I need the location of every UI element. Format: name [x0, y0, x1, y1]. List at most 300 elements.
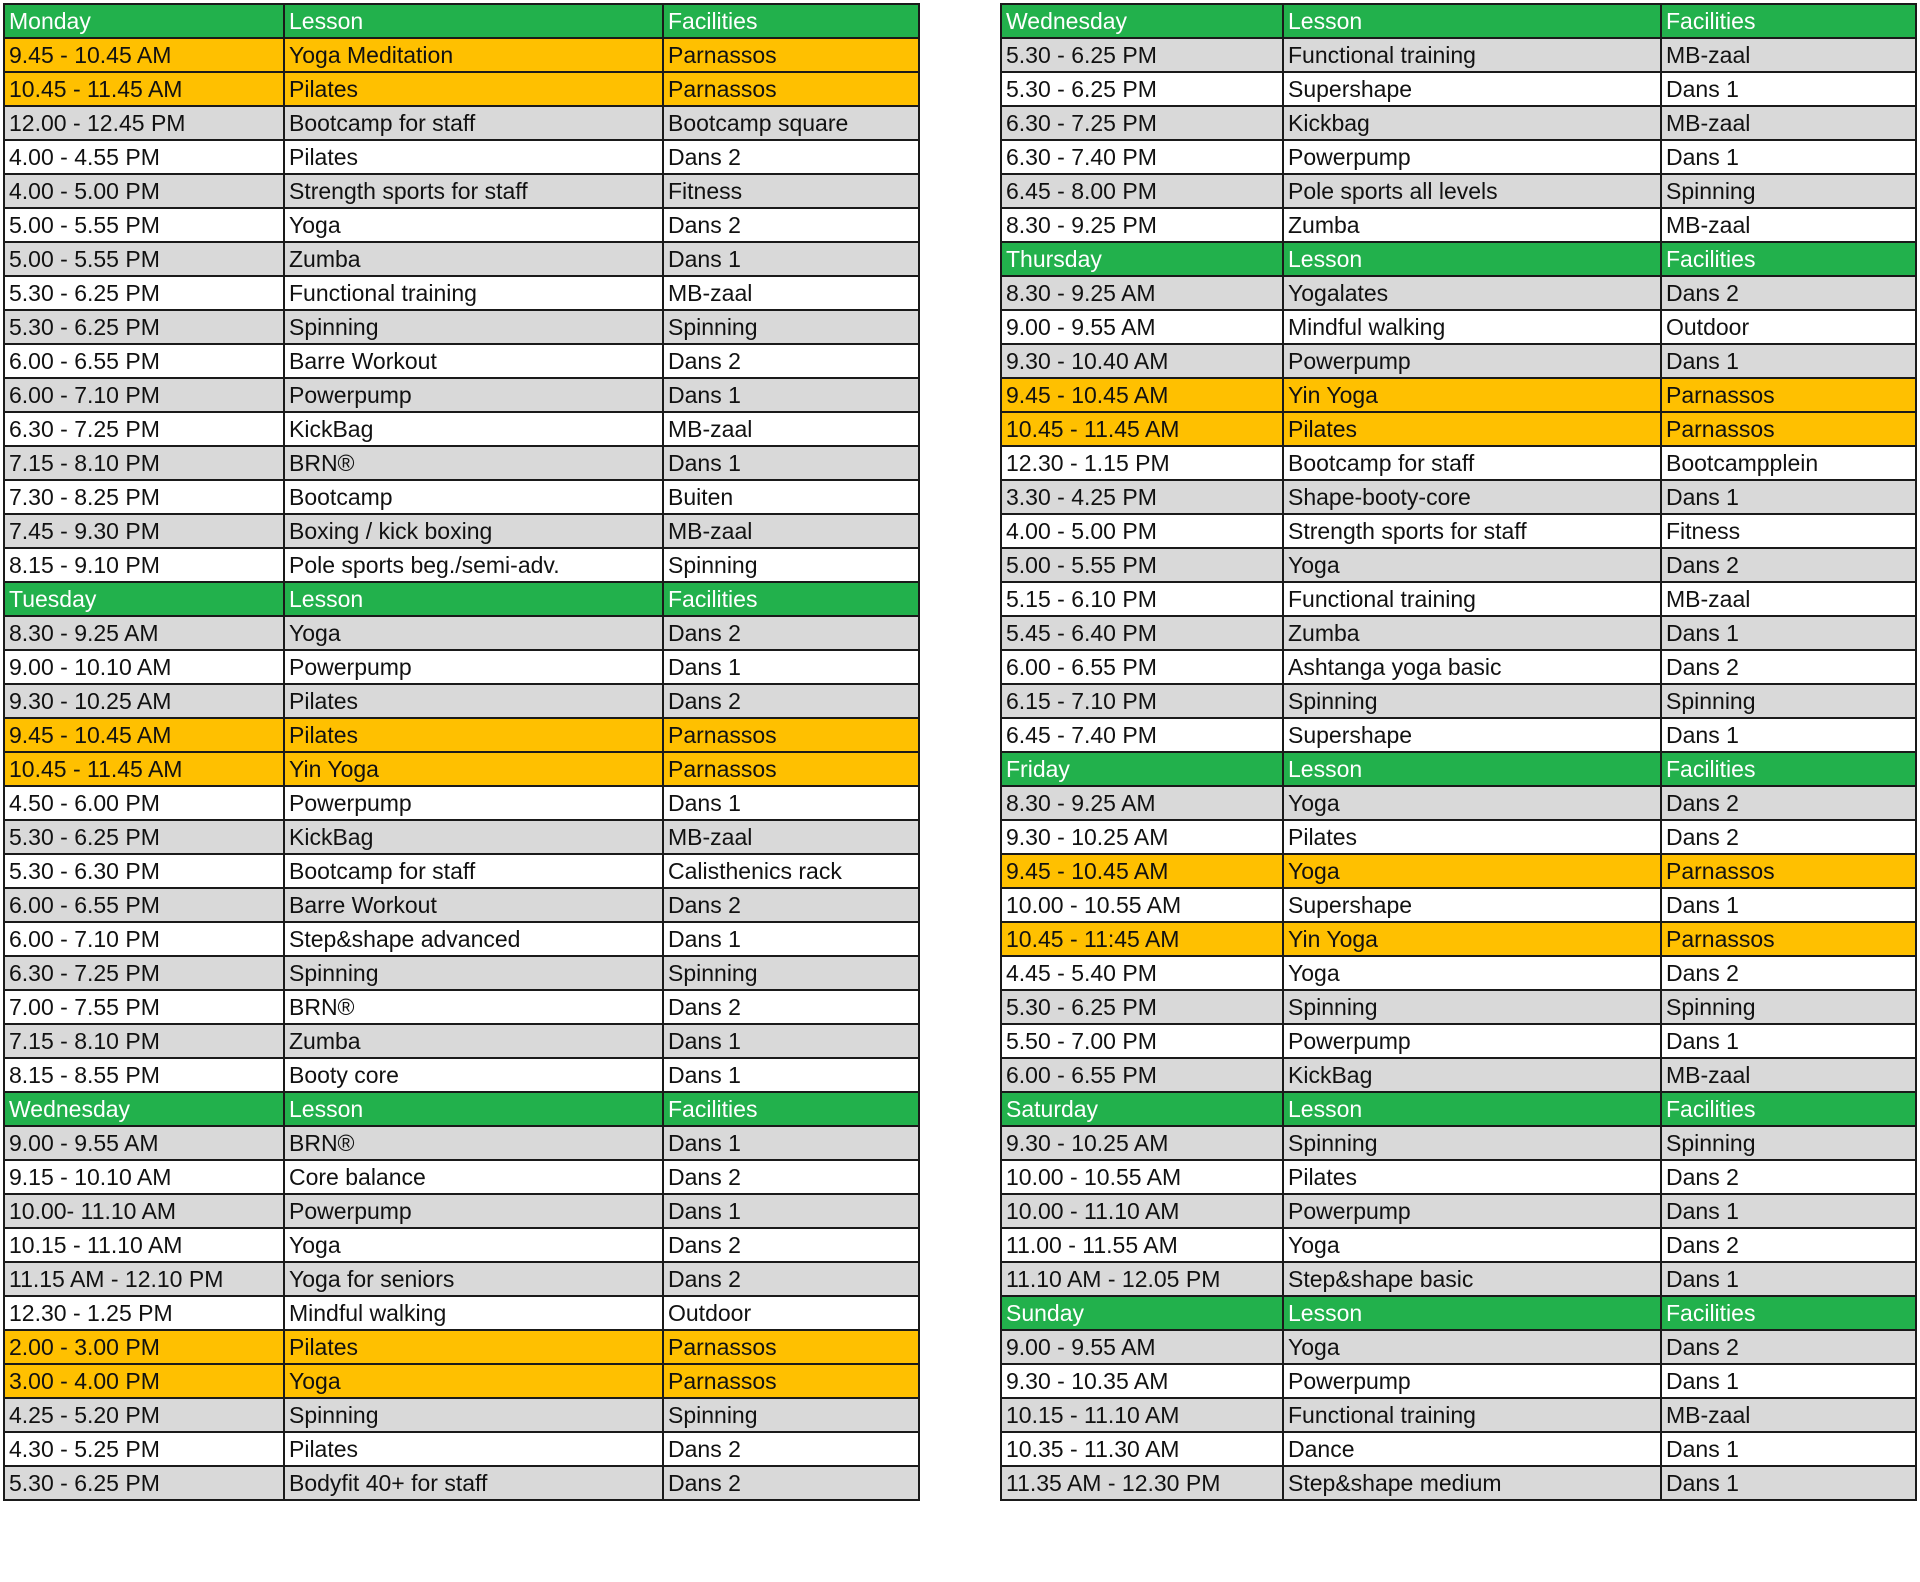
class-time: 9.15 - 10.10 AM: [4, 1160, 284, 1194]
class-lesson: Spinning: [1283, 1126, 1661, 1160]
class-lesson: Functional training: [1283, 582, 1661, 616]
class-facility: Spinning: [663, 310, 919, 344]
day-header-wednesday: [1001, 4, 1916, 38]
class-lesson: Pilates: [284, 1330, 663, 1364]
highlighted-class-row: [4, 72, 919, 106]
class-facility: Dans 2: [663, 616, 919, 650]
class-time: 5.15 - 6.10 PM: [1001, 582, 1283, 616]
class-lesson: Mindful walking: [1283, 310, 1661, 344]
class-time: 9.00 - 9.55 AM: [1001, 310, 1283, 344]
class-facility: Dans 1: [663, 650, 919, 684]
class-row: [4, 1432, 919, 1466]
class-time: 10.00 - 10.55 AM: [1001, 888, 1283, 922]
class-time: 10.00- 11.10 AM: [4, 1194, 284, 1228]
class-time: 10.45 - 11:45 AM: [1001, 922, 1283, 956]
class-row: [4, 1296, 919, 1330]
class-row: [4, 1126, 919, 1160]
class-row: [4, 786, 919, 820]
class-row: [1001, 1160, 1916, 1194]
class-time: 6.00 - 7.10 PM: [4, 378, 284, 412]
class-time: 9.30 - 10.25 AM: [1001, 820, 1283, 854]
class-time: 5.30 - 6.30 PM: [4, 854, 284, 888]
class-facility: Spinning: [663, 548, 919, 582]
class-lesson: Yin Yoga: [284, 752, 663, 786]
class-facility: Fitness: [663, 174, 919, 208]
class-time: 5.00 - 5.55 PM: [4, 242, 284, 276]
day-header-monday: [4, 4, 919, 38]
class-lesson: Core balance: [284, 1160, 663, 1194]
day-header-tuesday: [4, 582, 919, 616]
class-facility: Spinning: [1661, 684, 1916, 718]
class-time: 6.30 - 7.40 PM: [1001, 140, 1283, 174]
class-lesson: KickBag: [284, 820, 663, 854]
class-time: 6.45 - 7.40 PM: [1001, 718, 1283, 752]
class-lesson: Yoga: [284, 1228, 663, 1262]
facilities-column-heading: Facilities: [663, 1092, 919, 1126]
class-time: 11.00 - 11.55 AM: [1001, 1228, 1283, 1262]
schedule-table-right: [1000, 3, 1917, 1501]
facilities-column-heading: Facilities: [663, 582, 919, 616]
class-facility: Dans 1: [663, 1058, 919, 1092]
class-row: [4, 1466, 919, 1500]
class-lesson: Spinning: [284, 956, 663, 990]
class-time: 10.45 - 11.45 AM: [1001, 412, 1283, 446]
class-time: 6.00 - 6.55 PM: [4, 344, 284, 378]
class-facility: Dans 2: [663, 888, 919, 922]
class-facility: Dans 1: [663, 378, 919, 412]
class-facility: Dans 2: [1661, 1160, 1916, 1194]
class-row: [1001, 446, 1916, 480]
class-facility: Dans 1: [1661, 1024, 1916, 1058]
facilities-column-heading: Facilities: [663, 4, 919, 38]
class-facility: Parnassos: [663, 752, 919, 786]
class-time: 8.15 - 8.55 PM: [4, 1058, 284, 1092]
class-row: [4, 616, 919, 650]
highlighted-class-row: [4, 752, 919, 786]
class-time: 10.45 - 11.45 AM: [4, 752, 284, 786]
class-facility: Parnassos: [663, 1330, 919, 1364]
class-facility: Parnassos: [663, 718, 919, 752]
class-lesson: Powerpump: [1283, 1024, 1661, 1058]
class-lesson: Mindful walking: [284, 1296, 663, 1330]
class-time: 11.35 AM - 12.30 PM: [1001, 1466, 1283, 1500]
day-header-thursday: [1001, 242, 1916, 276]
class-time: 3.00 - 4.00 PM: [4, 1364, 284, 1398]
class-facility: Buiten: [663, 480, 919, 514]
class-time: 10.35 - 11.30 AM: [1001, 1432, 1283, 1466]
class-facility: Dans 2: [663, 344, 919, 378]
class-facility: Dans 1: [1661, 888, 1916, 922]
class-lesson: Yoga: [1283, 1228, 1661, 1262]
class-facility: Dans 1: [663, 922, 919, 956]
schedule-table-left: [3, 3, 920, 1501]
class-facility: MB-zaal: [1661, 1058, 1916, 1092]
class-time: 6.30 - 7.25 PM: [1001, 106, 1283, 140]
class-row: [1001, 1058, 1916, 1092]
class-row: [4, 922, 919, 956]
class-row: [4, 242, 919, 276]
class-row: [1001, 616, 1916, 650]
class-row: [1001, 582, 1916, 616]
class-facility: Dans 2: [1661, 820, 1916, 854]
class-row: [1001, 684, 1916, 718]
day-heading: Friday: [1001, 752, 1283, 786]
class-row: [4, 650, 919, 684]
class-facility: Bootcampplein: [1661, 446, 1916, 480]
class-row: [4, 276, 919, 310]
class-lesson: Yoga: [1283, 956, 1661, 990]
class-lesson: Kickbag: [1283, 106, 1661, 140]
class-facility: Dans 2: [663, 684, 919, 718]
class-facility: Dans 2: [1661, 956, 1916, 990]
class-time: 5.30 - 6.25 PM: [4, 310, 284, 344]
lesson-column-heading: Lesson: [284, 4, 663, 38]
class-row: [4, 854, 919, 888]
class-row: [1001, 718, 1916, 752]
facilities-column-heading: Facilities: [1661, 4, 1916, 38]
day-heading: Tuesday: [4, 582, 284, 616]
class-lesson: Shape-booty-core: [1283, 480, 1661, 514]
highlighted-class-row: [1001, 412, 1916, 446]
class-facility: MB-zaal: [663, 820, 919, 854]
class-lesson: Yoga: [1283, 854, 1661, 888]
class-lesson: Pilates: [284, 140, 663, 174]
class-facility: Dans 1: [1661, 140, 1916, 174]
class-row: [4, 208, 919, 242]
class-time: 12.30 - 1.15 PM: [1001, 446, 1283, 480]
class-facility: Dans 1: [1661, 1466, 1916, 1500]
class-row: [4, 344, 919, 378]
lesson-column-heading: Lesson: [1283, 752, 1661, 786]
class-lesson: Step&shape advanced: [284, 922, 663, 956]
class-time: 6.00 - 6.55 PM: [1001, 650, 1283, 684]
class-lesson: Yoga Meditation: [284, 38, 663, 72]
lesson-column-heading: Lesson: [1283, 242, 1661, 276]
class-row: [4, 1262, 919, 1296]
class-facility: Dans 2: [663, 1466, 919, 1500]
class-row: [4, 446, 919, 480]
class-row: [1001, 344, 1916, 378]
class-facility: Spinning: [1661, 990, 1916, 1024]
class-lesson: Pilates: [284, 72, 663, 106]
class-facility: Dans 1: [1661, 480, 1916, 514]
class-facility: Spinning: [1661, 174, 1916, 208]
class-time: 6.30 - 7.25 PM: [4, 412, 284, 446]
class-facility: Spinning: [663, 1398, 919, 1432]
class-lesson: Step&shape basic: [1283, 1262, 1661, 1296]
class-lesson: Powerpump: [284, 1194, 663, 1228]
class-row: [4, 684, 919, 718]
class-lesson: Bootcamp for staff: [284, 854, 663, 888]
class-time: 5.45 - 6.40 PM: [1001, 616, 1283, 650]
class-time: 5.50 - 7.00 PM: [1001, 1024, 1283, 1058]
class-time: 4.00 - 5.00 PM: [1001, 514, 1283, 548]
class-row: [4, 106, 919, 140]
class-time: 9.45 - 10.45 AM: [4, 38, 284, 72]
class-lesson: Booty core: [284, 1058, 663, 1092]
class-lesson: BRN®: [284, 990, 663, 1024]
class-lesson: Yoga: [284, 208, 663, 242]
class-lesson: Powerpump: [1283, 140, 1661, 174]
class-facility: Spinning: [1661, 1126, 1916, 1160]
class-lesson: Step&shape medium: [1283, 1466, 1661, 1500]
class-row: [1001, 276, 1916, 310]
class-lesson: Pole sports beg./semi-adv.: [284, 548, 663, 582]
class-time: 5.30 - 6.25 PM: [1001, 990, 1283, 1024]
class-row: [1001, 310, 1916, 344]
class-row: [1001, 1262, 1916, 1296]
day-heading: Wednesday: [4, 1092, 284, 1126]
class-lesson: Dance: [1283, 1432, 1661, 1466]
class-time: 9.45 - 10.45 AM: [4, 718, 284, 752]
class-time: 10.00 - 10.55 AM: [1001, 1160, 1283, 1194]
class-facility: Dans 2: [1661, 1228, 1916, 1262]
class-row: [1001, 38, 1916, 72]
class-time: 4.30 - 5.25 PM: [4, 1432, 284, 1466]
class-facility: Outdoor: [1661, 310, 1916, 344]
class-facility: Dans 2: [1661, 1330, 1916, 1364]
facilities-column-heading: Facilities: [1661, 1092, 1916, 1126]
class-lesson: Powerpump: [284, 786, 663, 820]
class-lesson: Yoga: [1283, 548, 1661, 582]
class-time: 7.15 - 8.10 PM: [4, 1024, 284, 1058]
class-facility: Parnassos: [1661, 854, 1916, 888]
lesson-column-heading: Lesson: [1283, 1296, 1661, 1330]
class-time: 5.30 - 6.25 PM: [1001, 72, 1283, 106]
class-time: 9.30 - 10.35 AM: [1001, 1364, 1283, 1398]
class-lesson: Spinning: [284, 1398, 663, 1432]
class-row: [1001, 990, 1916, 1024]
facilities-column-heading: Facilities: [1661, 752, 1916, 786]
class-facility: Dans 1: [1661, 1364, 1916, 1398]
class-row: [4, 1024, 919, 1058]
class-lesson: Supershape: [1283, 718, 1661, 752]
class-row: [1001, 208, 1916, 242]
class-time: 11.15 AM - 12.10 PM: [4, 1262, 284, 1296]
class-lesson: BRN®: [284, 446, 663, 480]
class-time: 5.30 - 6.25 PM: [4, 1466, 284, 1500]
class-lesson: Pilates: [284, 1432, 663, 1466]
class-facility: Dans 2: [663, 140, 919, 174]
class-facility: Dans 2: [663, 1432, 919, 1466]
class-lesson: Functional training: [1283, 1398, 1661, 1432]
facilities-column-heading: Facilities: [1661, 242, 1916, 276]
lesson-column-heading: Lesson: [1283, 4, 1661, 38]
class-lesson: Yoga: [284, 1364, 663, 1398]
class-time: 11.10 AM - 12.05 PM: [1001, 1262, 1283, 1296]
class-time: 8.30 - 9.25 PM: [1001, 208, 1283, 242]
class-time: 7.15 - 8.10 PM: [4, 446, 284, 480]
class-time: 6.00 - 7.10 PM: [4, 922, 284, 956]
class-facility: Dans 2: [663, 1160, 919, 1194]
highlighted-class-row: [1001, 854, 1916, 888]
class-facility: Dans 1: [663, 1024, 919, 1058]
day-header-saturday: [1001, 1092, 1916, 1126]
class-row: [1001, 140, 1916, 174]
class-lesson: Boxing / kick boxing: [284, 514, 663, 548]
class-row: [1001, 480, 1916, 514]
lesson-column-heading: Lesson: [284, 1092, 663, 1126]
class-facility: Dans 1: [663, 1194, 919, 1228]
class-lesson: Zumba: [284, 1024, 663, 1058]
highlighted-class-row: [1001, 378, 1916, 412]
highlighted-class-row: [4, 718, 919, 752]
class-facility: Parnassos: [663, 1364, 919, 1398]
day-heading: Sunday: [1001, 1296, 1283, 1330]
class-time: 9.45 - 10.45 AM: [1001, 854, 1283, 888]
class-lesson: Yin Yoga: [1283, 922, 1661, 956]
class-time: 2.00 - 3.00 PM: [4, 1330, 284, 1364]
class-row: [1001, 786, 1916, 820]
class-row: [1001, 514, 1916, 548]
class-row: [4, 1398, 919, 1432]
lesson-column-heading: Lesson: [1283, 1092, 1661, 1126]
class-time: 3.30 - 4.25 PM: [1001, 480, 1283, 514]
class-row: [4, 514, 919, 548]
class-row: [1001, 106, 1916, 140]
class-time: 8.30 - 9.25 AM: [4, 616, 284, 650]
class-facility: MB-zaal: [1661, 1398, 1916, 1432]
class-lesson: Functional training: [284, 276, 663, 310]
facilities-column-heading: Facilities: [1661, 1296, 1916, 1330]
class-row: [1001, 1330, 1916, 1364]
class-row: [4, 140, 919, 174]
day-heading: Wednesday: [1001, 4, 1283, 38]
class-row: [1001, 1228, 1916, 1262]
class-time: 5.00 - 5.55 PM: [4, 208, 284, 242]
class-row: [1001, 1364, 1916, 1398]
class-lesson: Zumba: [284, 242, 663, 276]
class-row: [1001, 1024, 1916, 1058]
class-lesson: KickBag: [284, 412, 663, 446]
class-lesson: Spinning: [1283, 990, 1661, 1024]
class-time: 4.50 - 6.00 PM: [4, 786, 284, 820]
class-facility: MB-zaal: [1661, 38, 1916, 72]
class-time: 9.00 - 9.55 AM: [1001, 1330, 1283, 1364]
class-lesson: Pilates: [284, 718, 663, 752]
class-row: [4, 956, 919, 990]
class-row: [4, 412, 919, 446]
class-lesson: Bootcamp for staff: [1283, 446, 1661, 480]
class-lesson: Yoga: [1283, 786, 1661, 820]
class-lesson: Powerpump: [1283, 1364, 1661, 1398]
class-time: 6.45 - 8.00 PM: [1001, 174, 1283, 208]
class-time: 10.15 - 11.10 AM: [4, 1228, 284, 1262]
day-heading: Thursday: [1001, 242, 1283, 276]
class-facility: Dans 2: [1661, 276, 1916, 310]
class-time: 5.30 - 6.25 PM: [4, 276, 284, 310]
class-time: 6.15 - 7.10 PM: [1001, 684, 1283, 718]
class-time: 12.30 - 1.25 PM: [4, 1296, 284, 1330]
class-facility: MB-zaal: [663, 412, 919, 446]
class-row: [1001, 72, 1916, 106]
class-facility: Parnassos: [663, 72, 919, 106]
class-lesson: Strength sports for staff: [1283, 514, 1661, 548]
class-row: [4, 174, 919, 208]
class-facility: Dans 2: [663, 1262, 919, 1296]
class-facility: Outdoor: [663, 1296, 919, 1330]
class-facility: Bootcamp square: [663, 106, 919, 140]
class-facility: Dans 1: [1661, 72, 1916, 106]
class-lesson: Ashtanga yoga basic: [1283, 650, 1661, 684]
day-header-sunday: [1001, 1296, 1916, 1330]
class-time: 9.30 - 10.40 AM: [1001, 344, 1283, 378]
class-time: 10.45 - 11.45 AM: [4, 72, 284, 106]
class-facility: Dans 1: [1661, 344, 1916, 378]
class-lesson: Zumba: [1283, 616, 1661, 650]
class-lesson: Yoga: [284, 616, 663, 650]
class-row: [1001, 1466, 1916, 1500]
class-row: [4, 548, 919, 582]
highlighted-class-row: [4, 1330, 919, 1364]
class-time: 8.30 - 9.25 AM: [1001, 276, 1283, 310]
class-time: 8.30 - 9.25 AM: [1001, 786, 1283, 820]
class-lesson: Pilates: [284, 684, 663, 718]
class-facility: Dans 2: [663, 990, 919, 1024]
highlighted-class-row: [4, 1364, 919, 1398]
class-facility: Dans 2: [663, 1228, 919, 1262]
class-facility: Dans 1: [663, 1126, 919, 1160]
highlighted-class-row: [1001, 922, 1916, 956]
class-row: [1001, 820, 1916, 854]
class-time: 4.45 - 5.40 PM: [1001, 956, 1283, 990]
class-row: [1001, 888, 1916, 922]
class-time: 4.00 - 4.55 PM: [4, 140, 284, 174]
class-row: [4, 888, 919, 922]
class-facility: MB-zaal: [1661, 582, 1916, 616]
class-lesson: Yoga for seniors: [284, 1262, 663, 1296]
class-time: 8.15 - 9.10 PM: [4, 548, 284, 582]
class-time: 9.00 - 9.55 AM: [4, 1126, 284, 1160]
class-facility: Spinning: [663, 956, 919, 990]
class-row: [1001, 1432, 1916, 1466]
class-lesson: Powerpump: [284, 378, 663, 412]
class-lesson: Barre Workout: [284, 344, 663, 378]
class-row: [4, 990, 919, 1024]
class-facility: Dans 1: [1661, 1194, 1916, 1228]
class-time: 5.30 - 6.25 PM: [1001, 38, 1283, 72]
class-facility: Parnassos: [663, 38, 919, 72]
class-facility: Calisthenics rack: [663, 854, 919, 888]
class-facility: Dans 2: [663, 208, 919, 242]
class-lesson: Yin Yoga: [1283, 378, 1661, 412]
class-lesson: Functional training: [1283, 38, 1661, 72]
day-header-friday: [1001, 752, 1916, 786]
class-time: 9.30 - 10.25 AM: [1001, 1126, 1283, 1160]
class-lesson: BRN®: [284, 1126, 663, 1160]
class-row: [4, 378, 919, 412]
day-header-wednesday: [4, 1092, 919, 1126]
class-lesson: Bootcamp: [284, 480, 663, 514]
lesson-column-heading: Lesson: [284, 582, 663, 616]
class-time: 7.00 - 7.55 PM: [4, 990, 284, 1024]
class-time: 10.15 - 11.10 AM: [1001, 1398, 1283, 1432]
class-facility: Dans 1: [1661, 1262, 1916, 1296]
class-lesson: Spinning: [1283, 684, 1661, 718]
class-lesson: Spinning: [284, 310, 663, 344]
class-time: 9.30 - 10.25 AM: [4, 684, 284, 718]
class-row: [1001, 174, 1916, 208]
class-lesson: Powerpump: [1283, 1194, 1661, 1228]
class-row: [1001, 548, 1916, 582]
class-row: [4, 820, 919, 854]
class-facility: Fitness: [1661, 514, 1916, 548]
class-lesson: Pilates: [1283, 820, 1661, 854]
class-row: [4, 310, 919, 344]
class-row: [4, 1058, 919, 1092]
class-lesson: Supershape: [1283, 72, 1661, 106]
class-facility: Dans 1: [1661, 616, 1916, 650]
